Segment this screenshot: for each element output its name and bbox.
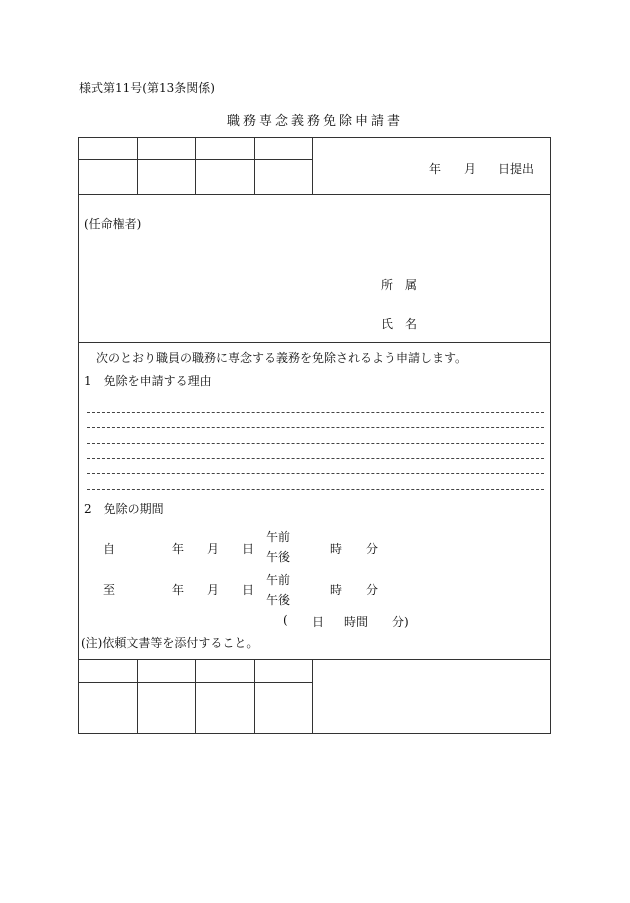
from-year: 年 — [172, 542, 185, 556]
form-number: 様式第11号(第13条関係) — [79, 81, 215, 95]
from-label: 自 — [103, 542, 116, 556]
to-minute: 分 — [366, 583, 379, 597]
page-title: 職務専念義務免除申請書 — [226, 114, 403, 129]
year-label: 年 — [429, 162, 442, 176]
name-label: 氏 名 — [381, 317, 418, 331]
reason-heading: 1 免除を申請する理由 — [84, 374, 212, 388]
divider — [78, 194, 551, 195]
affiliation-label: 所 属 — [381, 278, 418, 292]
duration-open: ( — [283, 613, 288, 627]
duration-minutes: 分) — [392, 615, 409, 629]
from-month: 月 — [207, 542, 220, 556]
request-statement: 次のとおり職員の職務に専念する義務を免除されるよう申請します。 — [96, 351, 468, 365]
to-day: 日 — [242, 583, 255, 597]
submitted-label: 日提出 — [498, 162, 535, 176]
divider — [78, 659, 551, 660]
to-hour: 時 — [330, 583, 343, 597]
to-pm: 午後 — [266, 593, 291, 607]
to-am: 午前 — [266, 573, 291, 587]
divider — [78, 342, 551, 343]
attachment-note: (注)依頼文書等を添付すること。 — [81, 636, 259, 650]
month-label: 月 — [464, 162, 477, 176]
duration-hours: 時間 — [344, 615, 369, 629]
to-label: 至 — [103, 583, 116, 597]
appointer-label: (任命権者) — [84, 217, 142, 231]
from-am: 午前 — [266, 530, 291, 544]
to-year: 年 — [172, 583, 185, 597]
duration-day: 日 — [312, 615, 325, 629]
to-month: 月 — [207, 583, 220, 597]
from-day: 日 — [242, 542, 255, 556]
from-minute: 分 — [366, 542, 379, 556]
period-heading: 2 免除の期間 — [84, 502, 164, 516]
from-pm: 午後 — [266, 550, 291, 564]
from-hour: 時 — [330, 542, 343, 556]
